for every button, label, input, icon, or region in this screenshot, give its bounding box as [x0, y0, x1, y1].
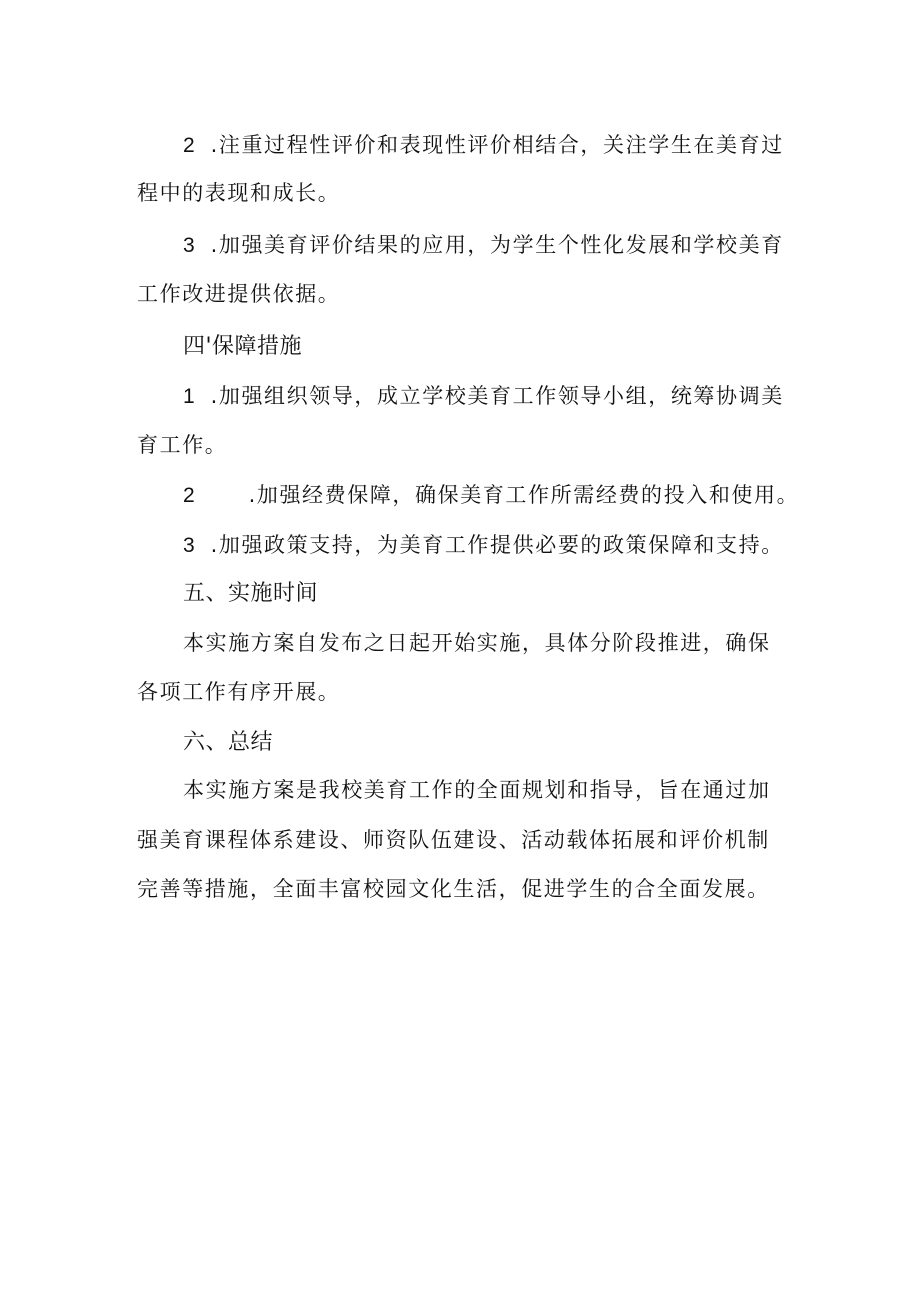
list-item-4-1-line1: [183, 381, 784, 412]
item-text: .注重过程性评价和表现性评价相结合，关注学生在美育过: [210, 133, 784, 157]
list-item-4-1-line2: 育工作。: [137, 433, 228, 457]
list-item-3-3-line1: [183, 230, 784, 261]
paragraph-6-line3: 完善等措施，全面丰富校园文化生活，促进学生的合全面发展。: [137, 877, 770, 901]
item-text: .加强经费保障，确保美育工作所需经费的投入和使用。: [248, 483, 800, 507]
list-item-3-2-line1: [183, 130, 784, 161]
item-number: 2: [183, 134, 197, 157]
item-text: .加强组织领导，成立学校美育工作领导小组，统筹协调美: [210, 384, 784, 408]
section-heading-5: 五、实施时间: [183, 581, 319, 606]
item-number: 3: [183, 234, 197, 257]
paragraph-5-line2: 各项工作有序开展。: [137, 680, 341, 704]
list-item-3-2-line2: 程中的表现和成长。: [137, 181, 341, 205]
paragraph-5-line1: 本实施方案自发布之日起开始实施，具体分阶段推进，确保: [183, 631, 771, 655]
paragraph-6-line2: 强美育课程体系建设、师资队伍建设、活动载体拓展和评价机制: [137, 828, 770, 852]
section-heading-6: 六、总结: [183, 730, 274, 755]
item-number: 1: [183, 385, 197, 408]
list-item-4-3-line1: [183, 530, 784, 561]
item-text: .加强美育评价结果的应用，为学生个性化发展和学校美育: [210, 233, 784, 257]
section-heading-4: 四'保障措施: [183, 334, 303, 359]
list-item-4-2-line1: [183, 480, 799, 511]
item-text: .加强政策支持，为美育工作提供必要的政策保障和支持。: [210, 533, 784, 557]
item-number: 2: [183, 484, 197, 507]
list-item-3-3-line2: 工作改进提供依据。: [137, 282, 341, 306]
item-number: 3: [183, 534, 197, 557]
paragraph-6-line1: 本实施方案是我校美育工作的全面规划和指导，旨在通过加: [183, 778, 771, 802]
